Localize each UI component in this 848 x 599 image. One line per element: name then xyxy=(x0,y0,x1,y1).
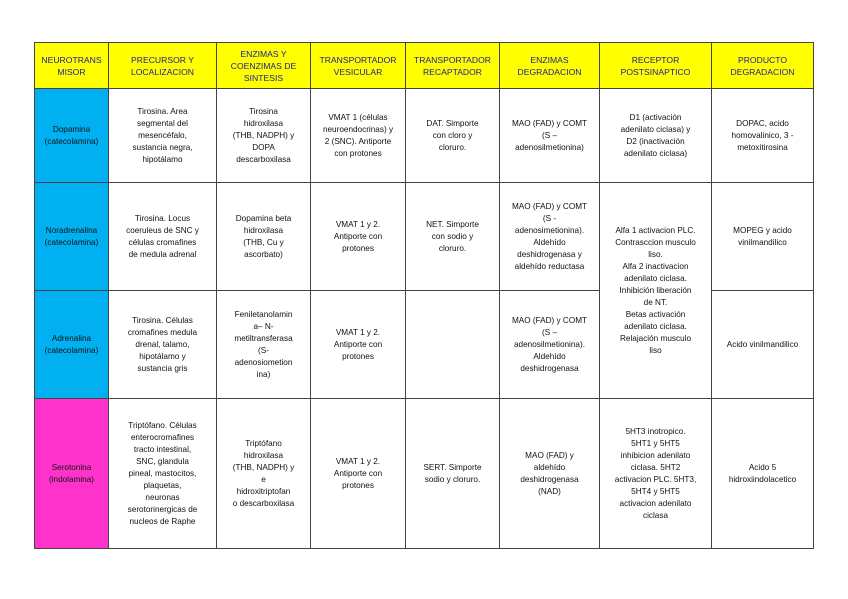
neurotransmitter-name: Noradrenalina (catecolamina) xyxy=(35,183,109,291)
table-row-noradrenalina xyxy=(35,183,814,291)
header-row xyxy=(35,43,814,89)
header-transportador-vesicular: TRANSPORTADOR VESICULAR xyxy=(311,43,406,89)
precursor-cell: Triptófano. Células enterocromafines tracto intestinal, SNC, glandula pineal, mastocitos, plaquetas, neuronas serotorinergicas de nucleos de Raphe xyxy=(109,399,217,549)
transportador-recaptador-cell xyxy=(406,291,500,399)
enzimas-sintesis-cell: Dopamina beta hidroxilasa (THB, Cu y ascorbato) xyxy=(217,183,311,291)
transportador-vesicular-cell: VMAT 1 y 2. Antiporte con protones xyxy=(311,399,406,549)
transportador-vesicular-cell: VMAT 1 y 2. Antiporte con protones xyxy=(311,291,406,399)
header-precursor: PRECURSOR Y LOCALIZACION xyxy=(109,43,217,89)
receptor-cell-catecolaminas: Alfa 1 activacion PLC. Contrasccion musculo liso. Alfa 2 inactivacion adenilato ciclasa. Inhibición liberación de NT. Betas activación adenilato ciclasa. Relajación musculo liso xyxy=(600,183,712,399)
header-neurotransmisor: NEUROTRANS MISOR xyxy=(35,43,109,89)
table-row-serotonina xyxy=(35,399,814,549)
precursor-cell: Tirosina. Locus coeruleus de SNC y células cromafines de medula adrenal xyxy=(109,183,217,291)
producto-cell: MOPEG y acido vinilmandilico xyxy=(712,183,814,291)
precursor-cell: Tirosina. Células cromafines medula drenal, talamo, hipotálamo y sustancia gris xyxy=(109,291,217,399)
enzimas-degradacion-cell: MAO (FAD) y COMT (S - adenosimetionina). Aldehído deshidrogenasa y aldehído reductasa xyxy=(500,183,600,291)
producto-cell: DOPAC, acido homovalinico, 3 - metoxitirosina xyxy=(712,89,814,183)
transportador-recaptador-cell: NET. Simporte con sodio y cloruro. xyxy=(406,183,500,291)
receptor-cell: D1 (activación adenilato ciclasa) y D2 (inactivación adenilato ciclasa) xyxy=(600,89,712,183)
enzimas-degradacion-cell: MAO (FAD) y COMT (S – adenosilmetionina). Aldehído deshidrogenasa xyxy=(500,291,600,399)
enzimas-sintesis-cell: Triptófano hidroxilasa (THB, NADPH) y e hidroxitriptofan o descarboxilasa xyxy=(217,399,311,549)
transportador-vesicular-cell: VMAT 1 (células neuroendocrinas) y 2 (SNC). Antiporte con protones xyxy=(311,89,406,183)
producto-cell: Acido 5 hidroxiindolacetico xyxy=(712,399,814,549)
neurotransmitter-name: Adrenalina (catecolamina) xyxy=(35,291,109,399)
header-transportador-recaptador: TRANSPORTADOR RECAPTADOR xyxy=(406,43,500,89)
enzimas-sintesis-cell: Feniletanolamin a– N- metiltransferasa (S- adenosiometion ina) xyxy=(217,291,311,399)
transportador-vesicular-cell: VMAT 1 y 2. Antiporte con protones xyxy=(311,183,406,291)
neurotransmitter-name: Serotonina (indolamina) xyxy=(35,399,109,549)
neurotransmitter-table xyxy=(34,42,814,549)
header-enzimas-sintesis: ENZIMAS Y COENZIMAS DE SINTESIS xyxy=(217,43,311,89)
enzimas-degradacion-cell: MAO (FAD) y COMT (S – adenosilmetionina) xyxy=(500,89,600,183)
transportador-recaptador-cell: SERT. Simporte sodio y cloruro. xyxy=(406,399,500,549)
header-receptor: RECEPTOR POSTSINAPTICO xyxy=(600,43,712,89)
enzimas-sintesis-cell: Tirosina hidroxilasa (THB, NADPH) y DOPA descarboxilasa xyxy=(217,89,311,183)
neurotransmitter-name: Dopamina (catecolamina) xyxy=(35,89,109,183)
header-producto: PRODUCTO DEGRADACION xyxy=(712,43,814,89)
precursor-cell: Tirosina. Area segmental del mesencéfalo, sustancia negra, hipotálamo xyxy=(109,89,217,183)
table-row-dopamina xyxy=(35,89,814,183)
producto-cell: Acido vinilmandilico xyxy=(712,291,814,399)
receptor-cell: 5HT3 inotropico. 5HT1 y 5HT5 inhibicion adenilato ciclasa. 5HT2 activacion PLC. 5HT3, 5HT4 y 5HT5 activacion adenilato ciclasa xyxy=(600,399,712,549)
enzimas-degradacion-cell: MAO (FAD) y aldehído deshidrogenasa (NAD) xyxy=(500,399,600,549)
transportador-recaptador-cell: DAT. Simporte con cloro y cloruro. xyxy=(406,89,500,183)
header-enzimas-degradacion: ENZIMAS DEGRADACION xyxy=(500,43,600,89)
